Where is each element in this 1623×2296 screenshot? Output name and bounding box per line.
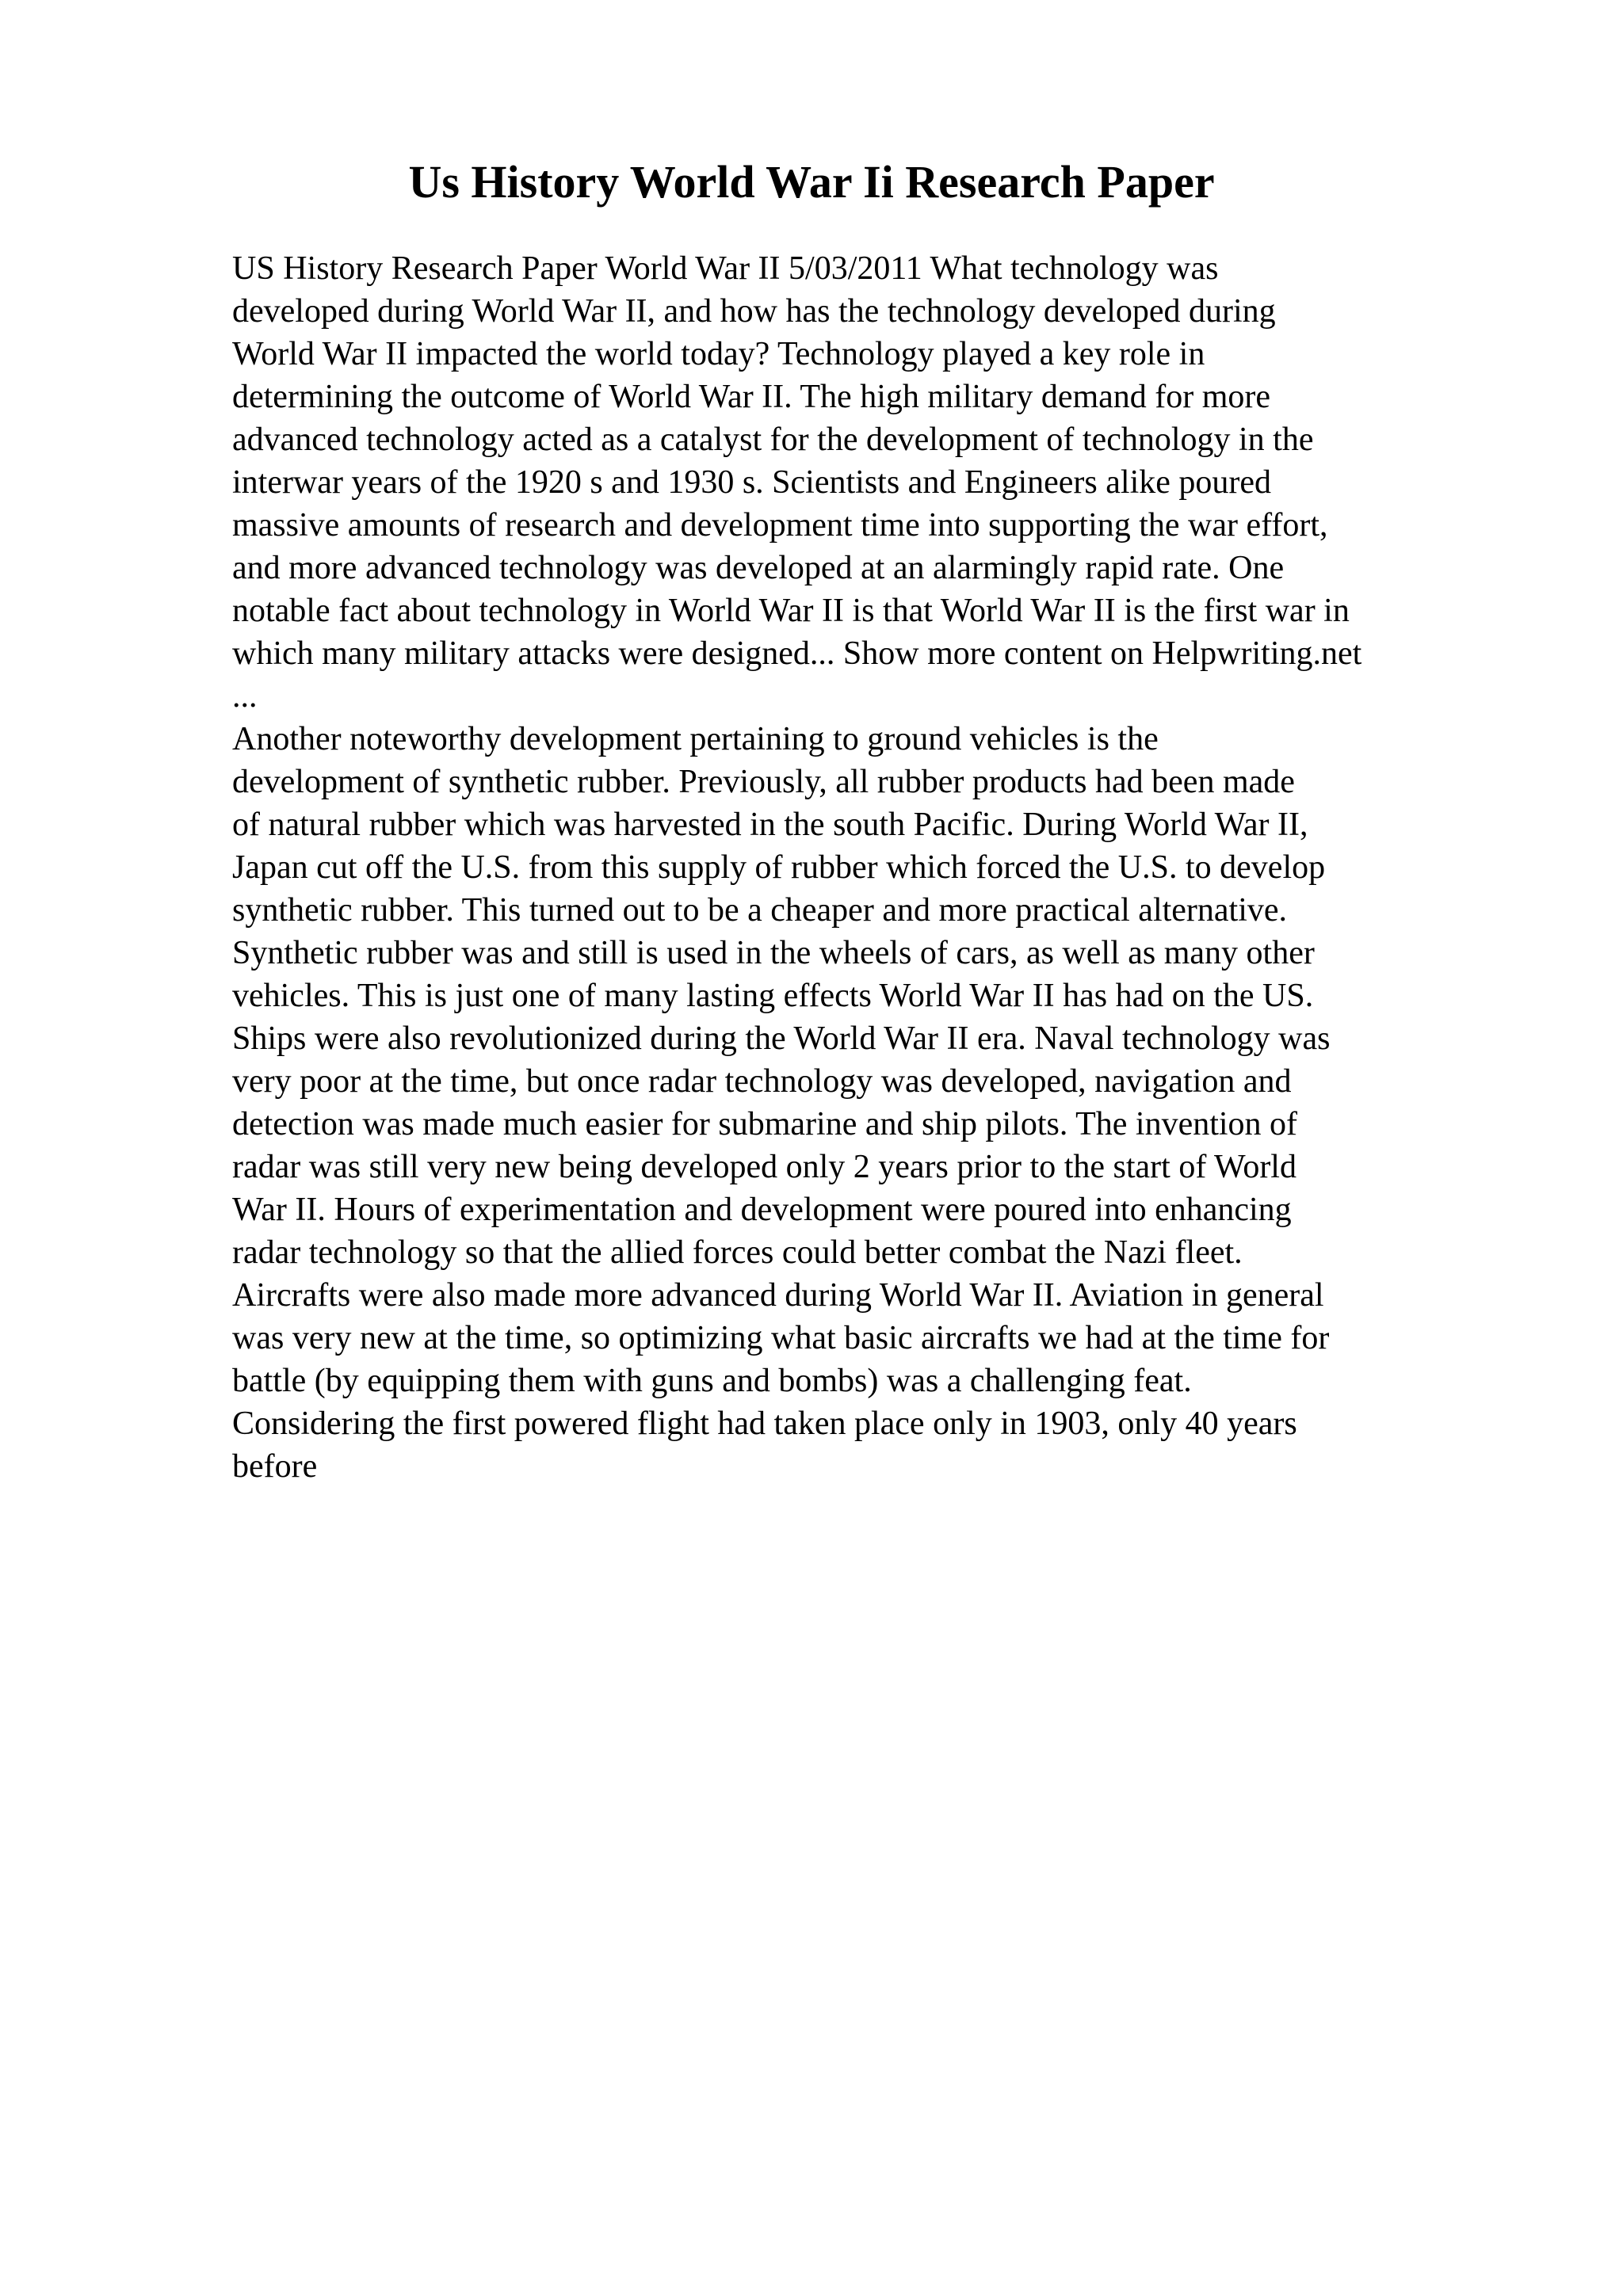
- body-line: Another noteworthy development pertaining to ground vehicles is the: [232, 721, 1159, 757]
- body-line: Considering the first powered flight had taken place only in 1903, only 40 years: [232, 1405, 1297, 1442]
- body-line: Synthetic rubber was and still is used in the wheels of cars, as well as many other: [232, 935, 1315, 971]
- document-title: Us History World War Ii Research Paper: [408, 156, 1215, 208]
- body-line: radar technology so that the allied forces could better combat the Nazi fleet.: [232, 1234, 1243, 1271]
- body-line: US History Research Paper World War II 5/03/2011 What technology was: [232, 250, 1219, 287]
- ellipsis-line: ...: [232, 678, 258, 715]
- body-line: before: [232, 1448, 318, 1485]
- body-line: was very new at the time, so optimizing what basic aircrafts we had at the time for: [232, 1320, 1330, 1356]
- body-line: determining the outcome of World War II. The high military demand for more: [232, 379, 1271, 415]
- body-line: developed during World War II, and how has the technology developed during: [232, 293, 1276, 330]
- body-line: of natural rubber which was harvested in the south Pacific. During World War II,: [232, 807, 1308, 843]
- body-line: advanced technology acted as a catalyst for the development of technology in the: [232, 421, 1314, 458]
- body-line: Japan cut off the U.S. from this supply of rubber which forced the U.S. to develop: [232, 849, 1326, 886]
- body-line: notable fact about technology in World War II is that World War II is the first war in: [232, 593, 1350, 629]
- document-body: [232, 247, 1595, 1488]
- body-line: which many military attacks were designed... Show more content on Helpwriting.net: [232, 635, 1362, 672]
- body-line: vehicles. This is just one of many lasting effects World War II has had on the US.: [232, 978, 1314, 1014]
- body-line: interwar years of the 1920 s and 1930 s. Scientists and Engineers alike poured: [232, 464, 1272, 501]
- body-line: War II. Hours of experimentation and development were poured into enhancing: [232, 1192, 1292, 1228]
- body-line: World War II impacted the world today? Technology played a key role in: [232, 336, 1205, 372]
- body-line: development of synthetic rubber. Previously, all rubber products had been made: [232, 764, 1295, 800]
- body-line: and more advanced technology was developed at an alarmingly rapid rate. One: [232, 550, 1285, 586]
- body-line: massive amounts of research and development time into supporting the war effort,: [232, 507, 1328, 543]
- body-line: battle (by equipping them with guns and bombs) was a challenging feat.: [232, 1363, 1192, 1399]
- body-line: radar was still very new being developed only 2 years prior to the start of World: [232, 1149, 1296, 1185]
- body-line: very poor at the time, but once radar technology was developed, navigation and: [232, 1063, 1292, 1100]
- body-line: Ships were also revolutionized during the World War II era. Naval technology was: [232, 1020, 1331, 1057]
- body-line: Aircrafts were also made more advanced during World War II. Aviation in general: [232, 1277, 1324, 1314]
- body-line: detection was made much easier for submarine and ship pilots. The invention of: [232, 1106, 1298, 1142]
- body-line: synthetic rubber. This turned out to be a cheaper and more practical alternative.: [232, 892, 1288, 929]
